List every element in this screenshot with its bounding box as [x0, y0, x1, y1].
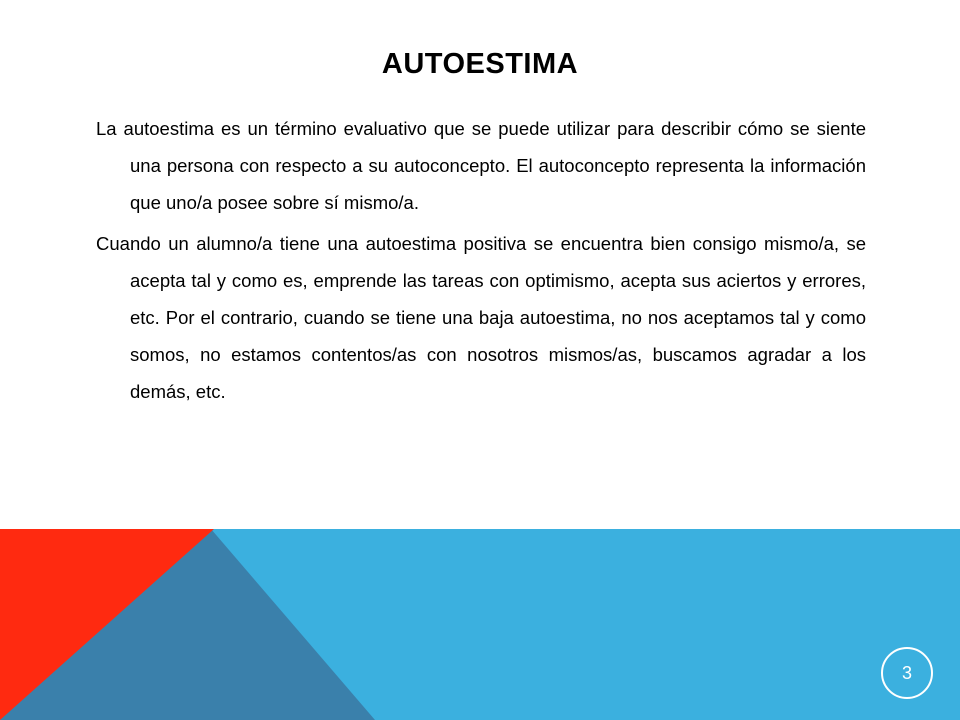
- slide-body: [96, 110, 866, 414]
- decorative-banner: [0, 529, 960, 720]
- body-paragraph-2: Cuando un alumno/a tiene una autoestima positiva se encuentra bien consigo mismo/a, se acepta tal y como es, emprende las tareas con optimismo, acepta sus aciertos y errores, etc. Por el contrario, cuando se tiene una baja autoestima, no nos aceptamos tal y como somos, no estamos contentos/as con nosotros mismos/as, buscamos agradar a los demás, etc.: [96, 233, 866, 402]
- slide-title: AUTOESTIMA: [381, 48, 579, 80]
- body-paragraph-1: La autoestima es un término evaluativo que se puede utilizar para describir cómo se siente una persona con respecto a su autoconcepto. El autoconcepto representa la información que uno/a posee sobre sí mismo/a.: [96, 118, 866, 213]
- page-number: 3: [901, 662, 912, 683]
- page-number-badge: [881, 647, 933, 699]
